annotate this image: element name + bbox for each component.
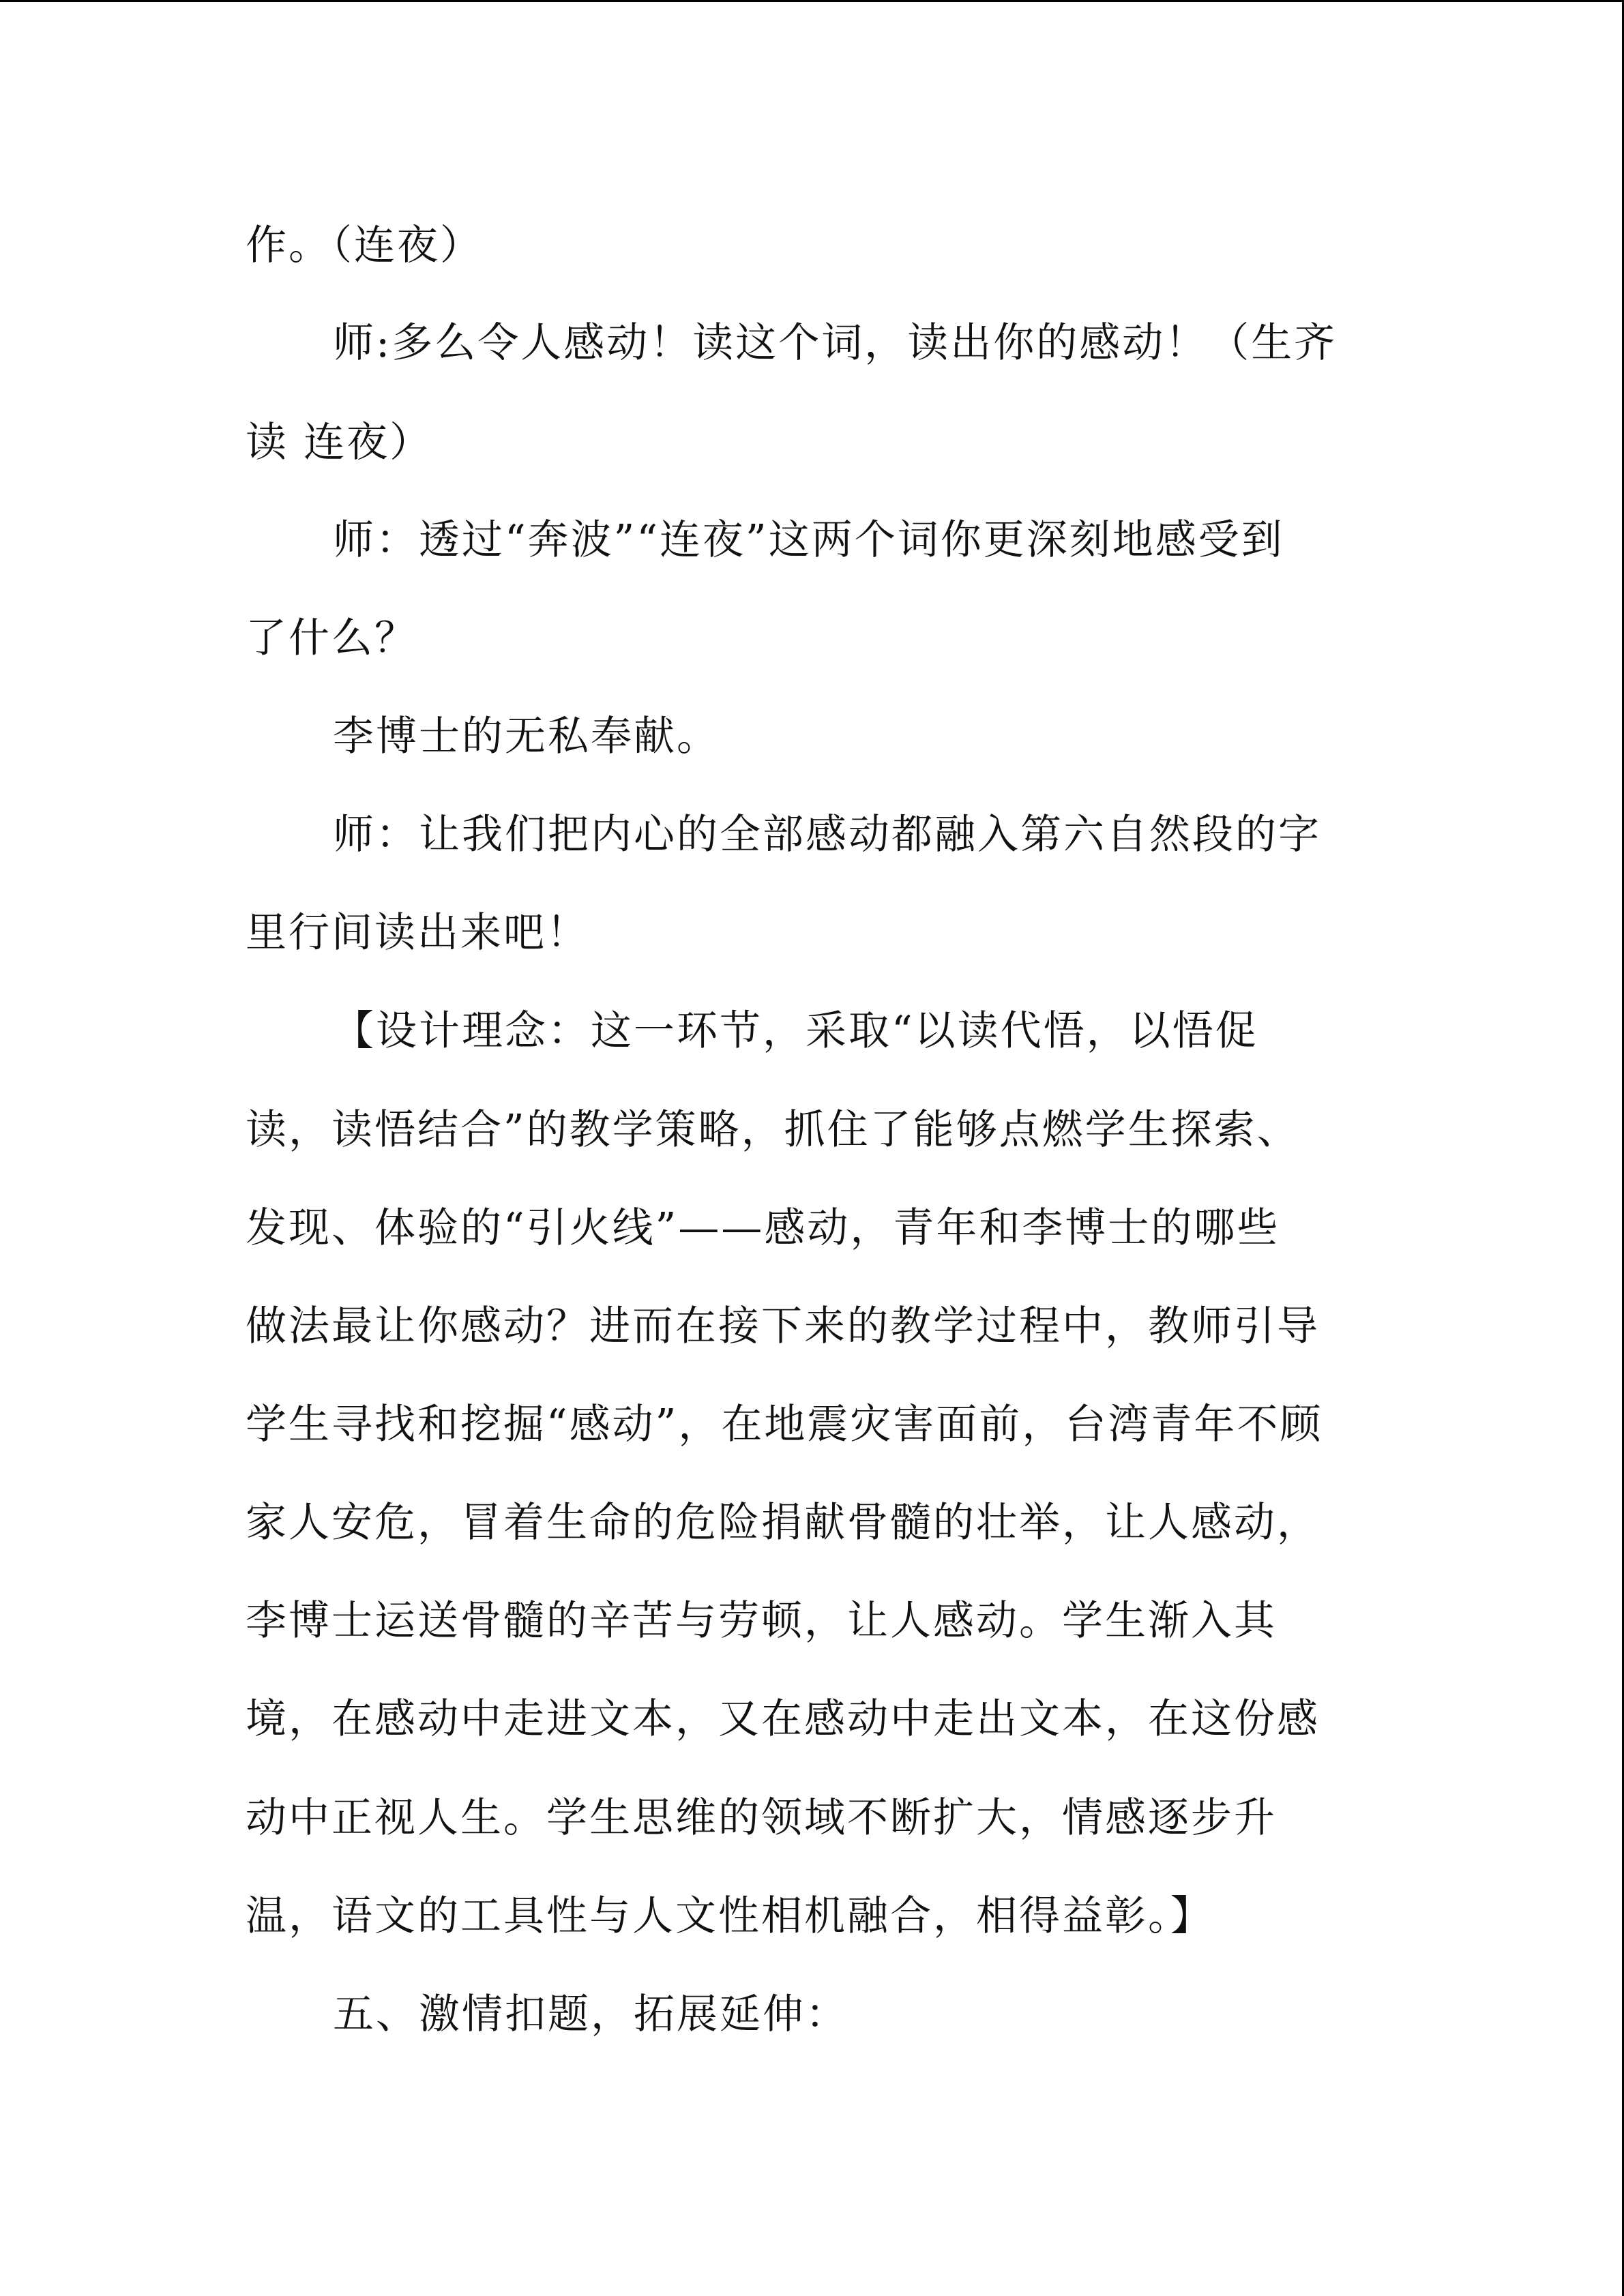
text-line: 师:多么令人感动！读这个词，读出你的感动！（生齐 — [333, 319, 1338, 367]
text-line: 学生寻找和挖掘“感动”，在地震灾害面前，台湾青年不顾 — [246, 1401, 1323, 1448]
text-line: 【设计理念：这一环节，采取“以读代悟，以悟促 — [333, 1007, 1258, 1055]
text-line: 读 连夜） — [246, 419, 433, 466]
text-line: 李博士运送骨髓的辛苦与劳顿，让人感动。学生渐入其 — [246, 1597, 1277, 1645]
text-line: 发现、体验的“引火线”——感动，青年和李博士的哪些 — [246, 1204, 1280, 1252]
text-line: 做法最让你感动？进而在接下来的教学过程中，教师引导 — [246, 1302, 1320, 1350]
text-line: 境，在感动中走进文本，又在感动中走出文本，在这份感 — [246, 1695, 1320, 1743]
text-line: 读，读悟结合”的教学策略，抓住了能够点燃学生探索、 — [246, 1106, 1300, 1154]
text-line: 李博士的无私奉献。 — [333, 713, 720, 760]
page-top-border — [0, 0, 1624, 2]
text-line: 师：透过“奔波”“连夜”这两个词你更深刻地感受到 — [333, 516, 1284, 564]
text-line: 温，语文的工具性与人文性相机融合，相得益彰。】 — [246, 1892, 1213, 1940]
text-line: 里行间读出来吧！ — [246, 909, 589, 957]
text-line: 了什么？ — [246, 614, 417, 662]
text-line: 动中正视人生。学生思维的领域不断扩大，情感逐步升 — [246, 1794, 1277, 1842]
text-line: 家人安危，冒着生命的危险捐献骨髓的壮举，让人感动， — [246, 1499, 1320, 1547]
section-heading: 五、激情扣题，拓展延伸： — [333, 1991, 848, 2038]
text-line: 作。（连夜） — [246, 222, 483, 269]
text-line: 师：让我们把内心的全部感动都融入第六自然段的字 — [333, 811, 1321, 859]
